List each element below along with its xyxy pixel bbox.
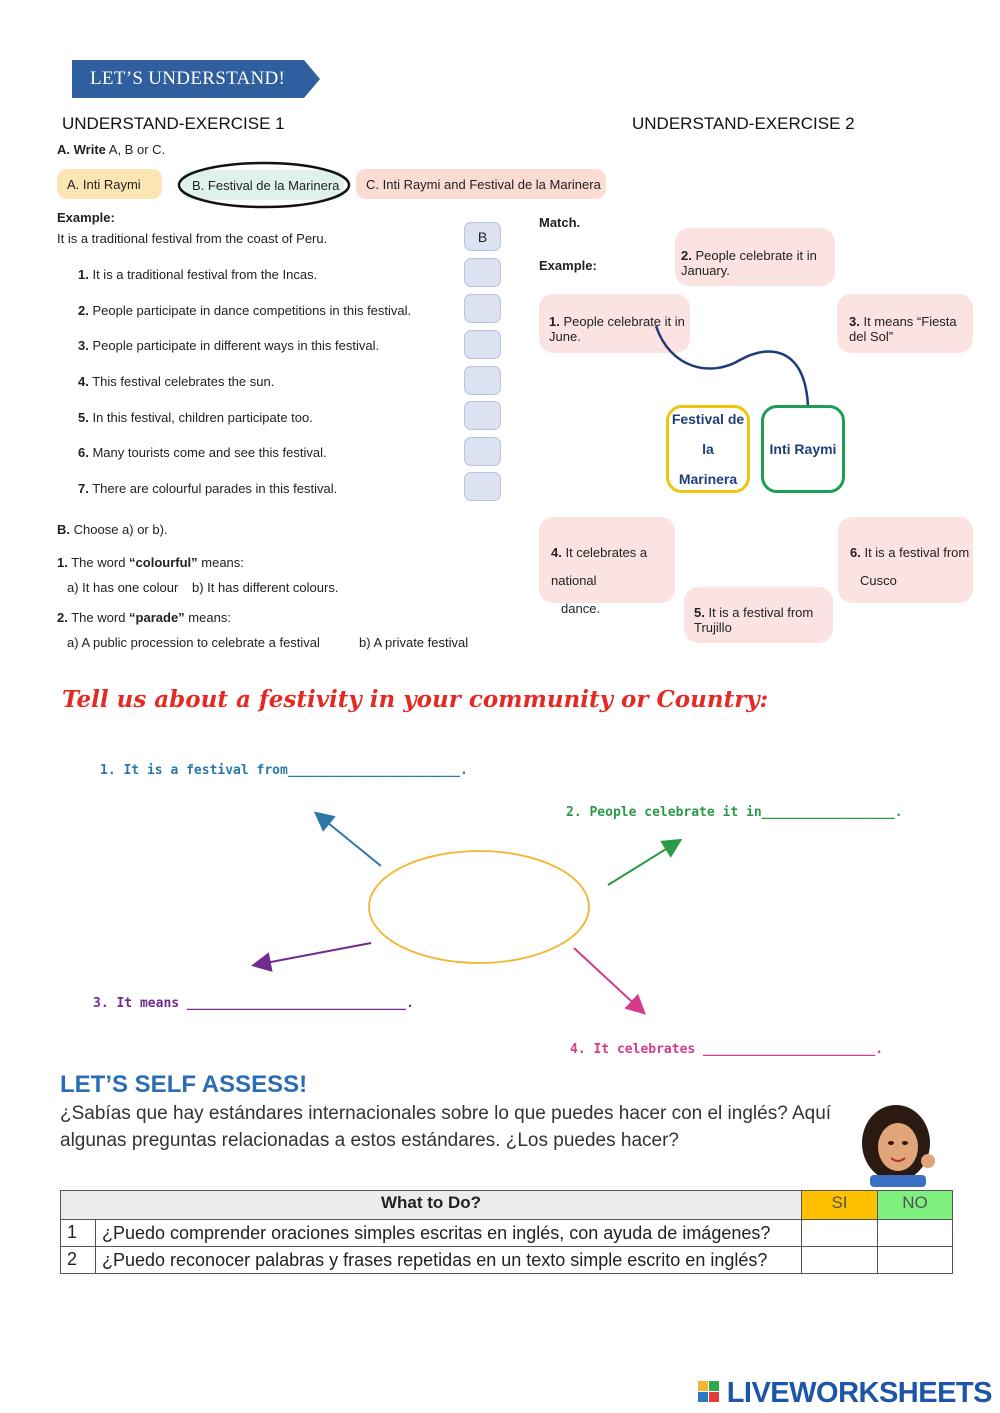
part-a-instruction: [57, 142, 165, 157]
girl-avatar-icon: [858, 1103, 940, 1187]
part-b-q1-option-b[interactable]: b) It has different colours.: [192, 580, 339, 595]
question-4: 4. This festival celebrates the sun.: [78, 374, 275, 389]
answer-box-3[interactable]: [464, 330, 501, 359]
row-text: ¿Puedo comprender oraciones simples escritas en inglés, con ayuda de imágenes?: [96, 1220, 802, 1247]
box-inti-raymi: Inti Raymi: [761, 405, 845, 493]
part-b-instruction: B. Choose a) or b).: [57, 522, 168, 537]
prompt-1[interactable]: 1. It is a festival from______________________.: [100, 763, 468, 778]
question-7: 7. There are colourful parades in this festival.: [78, 481, 338, 496]
bubble-1: 1. People celebrate it in June.: [539, 294, 690, 353]
exercise2-example-label: Example:: [539, 258, 597, 273]
bubble-3: 3. It means “Fiesta del Sol”: [837, 294, 973, 353]
match-label: Match.: [539, 215, 581, 230]
header-no: NO: [878, 1191, 953, 1220]
header-si: SI: [802, 1191, 878, 1220]
answer-box-6[interactable]: [464, 437, 501, 466]
row-number: 2: [61, 1247, 96, 1274]
tell-us-heading: Tell us about a festivity in your community or Country:: [62, 686, 769, 713]
bubble-2: 2. People celebrate it in January.: [675, 228, 835, 286]
part-b-q1-option-a[interactable]: a) It has one colour: [67, 580, 179, 595]
option-b: B. Festival de la Marinera: [182, 170, 344, 200]
question-2: 2. People participate in dance competitions in this festival.: [78, 303, 412, 318]
bubble-4: 4. It celebrates a national dance.: [539, 517, 675, 603]
row-no-cell[interactable]: [878, 1220, 953, 1247]
row-no-cell[interactable]: [878, 1247, 953, 1274]
self-assess-table: [60, 1190, 953, 1274]
table-row: [61, 1220, 953, 1247]
answer-box-5[interactable]: [464, 401, 501, 430]
table-header-row: [61, 1191, 953, 1220]
row-number: 1: [61, 1220, 96, 1247]
example-text: It is a traditional festival from the coast of Peru.: [57, 231, 328, 246]
arrow-to-prompt-2: [608, 841, 679, 885]
self-assess-intro: ¿Sabías que hay estándares internacionales sobre lo que puedes hacer con el inglés? Aquí algunas preguntas relacionadas a estos estándares. ¿Los puedes hacer?: [60, 1103, 832, 1151]
row-si-cell[interactable]: [802, 1247, 878, 1274]
bubble-6: 6. It is a festival from Cusco: [838, 517, 973, 603]
part-b-q2-option-a[interactable]: a) A public procession to celebrate a festival: [67, 635, 320, 650]
footer-brand: LIVEWORKSHEETS: [726, 1377, 992, 1409]
part-b-question-2: 2. The word “parade” means:: [57, 610, 231, 625]
part-a-instruction-bold: A. Write: [57, 142, 106, 157]
banner-title: LET’S UNDERSTAND!: [90, 68, 286, 89]
arrow-to-prompt-4: [574, 948, 643, 1012]
mind-map-diagram: [240, 800, 700, 1030]
box-festival-marinera: Festival de la Marinera: [666, 405, 750, 493]
example-answer-box: B: [464, 222, 501, 251]
option-b-circle-mark: [176, 160, 352, 212]
answer-box-1[interactable]: [464, 258, 501, 287]
example-label: Example:: [57, 210, 115, 225]
match-example-line: [650, 318, 820, 418]
question-6: 6. Many tourists come and see this festival.: [78, 445, 327, 460]
arrow-to-prompt-1: [317, 814, 381, 866]
question-3: 3. People participate in different ways in this festival.: [78, 338, 380, 353]
answer-box-2[interactable]: [464, 294, 501, 323]
prompt-4[interactable]: 4. It celebrates ______________________.: [570, 1042, 884, 1057]
prompt-2[interactable]: 2. People celebrate it in_________________.: [566, 805, 903, 820]
row-si-cell[interactable]: [802, 1220, 878, 1247]
question-5: 5. In this festival, children participate too.: [78, 410, 313, 425]
exercise2-title: UNDERSTAND-EXERCISE 2: [632, 114, 855, 133]
answer-box-7[interactable]: [464, 472, 501, 501]
bubble-5: 5. It is a festival from Trujillo: [684, 587, 833, 643]
option-c: C. Inti Raymi and Festival de la Marinera: [356, 169, 606, 199]
prompt-3[interactable]: 3. It means ____________________________.: [93, 996, 414, 1011]
part-b-q2-option-b[interactable]: b) A private festival: [359, 635, 469, 650]
option-a: A. Inti Raymi: [57, 169, 162, 199]
exercise1-title: UNDERSTAND-EXERCISE 1: [62, 114, 285, 133]
part-b-question-1: 1. The word “colourful” means:: [57, 555, 244, 570]
table-row: [61, 1247, 953, 1274]
self-assess-title: LET’S SELF ASSESS!: [60, 1071, 308, 1098]
liveworksheets-logo-icon: [698, 1381, 720, 1403]
answer-box-4[interactable]: [464, 366, 501, 395]
arrow-to-prompt-3: [255, 943, 371, 965]
row-text: ¿Puedo reconocer palabras y frases repetidas en un texto simple escrito en inglés?: [96, 1247, 802, 1274]
question-1: 1. It is a traditional festival from the Incas.: [78, 267, 318, 282]
center-ellipse: [369, 851, 589, 963]
part-a-instruction-rest: A, B or C.: [105, 142, 166, 157]
header-what-to-do: What to Do?: [61, 1191, 802, 1220]
